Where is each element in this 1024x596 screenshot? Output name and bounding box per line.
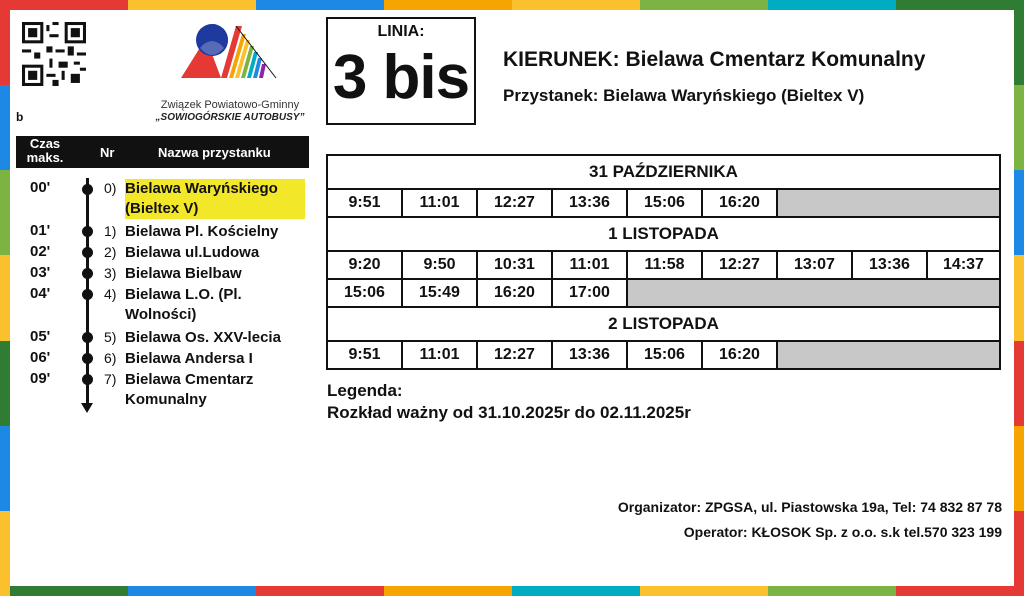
departure-time: 9:20 <box>328 252 403 278</box>
departure-row <box>328 280 999 308</box>
operator-info: Operator: KŁOSOK Sp. z o.o. s.k tel.570 323 199 <box>683 524 1002 540</box>
departure-row <box>328 190 999 218</box>
departure-time: 16:20 <box>703 190 778 216</box>
departure-time: 16:20 <box>478 280 553 306</box>
organization-brand: „SOWIOGÓRSKIE AUTOBUSY” <box>155 112 305 123</box>
timetable <box>326 154 1001 370</box>
stop-name[interactable]: Bielawa L.O. (Pl. Wolności) <box>125 286 242 323</box>
route-dot <box>82 289 93 300</box>
route-dot <box>82 268 93 279</box>
departure-time: 15:06 <box>628 190 703 216</box>
stop-time: 09' <box>30 370 51 387</box>
departure-time: 13:36 <box>553 342 628 368</box>
departure-time: 11:01 <box>403 190 478 216</box>
route-dot <box>82 353 93 364</box>
stop-name[interactable]: Bielawa ul.Ludowa <box>125 244 260 261</box>
sowiogorskie-autobusy-logo <box>176 18 286 88</box>
stops-table-header <box>16 136 309 168</box>
stop-nr: 7) <box>104 371 117 387</box>
departure-time: 15:49 <box>403 280 478 306</box>
stop-time: 03' <box>30 264 51 281</box>
route-dot <box>82 332 93 343</box>
stop-name[interactable]: Bielawa Bielbaw <box>125 265 242 282</box>
day-header: 1 LISTOPADA <box>328 218 999 252</box>
empty-cell <box>628 280 999 306</box>
small-label: b <box>16 110 24 124</box>
header-stop-name: Nazwa przystanku <box>158 145 271 160</box>
header-nr: Nr <box>100 145 115 160</box>
stop-nr: 0) <box>104 180 117 196</box>
validity-text: Rozkład ważny od 31.10.2025r do 02.11.2025r <box>327 403 691 422</box>
stop-nr: 1) <box>104 223 117 239</box>
legend-title: Legenda: <box>327 381 403 400</box>
departure-time: 11:58 <box>628 252 703 278</box>
departure-row <box>328 342 999 368</box>
route-dot <box>82 226 93 237</box>
route-dot <box>82 184 93 195</box>
stop-name[interactable]: Bielawa Andersa I <box>125 350 253 367</box>
stop-nr: 3) <box>104 265 117 281</box>
departure-time: 13:36 <box>553 190 628 216</box>
line-label: LINIA: <box>377 23 425 40</box>
stop-time: 00' <box>30 179 51 196</box>
departure-time: 17:00 <box>553 280 628 306</box>
departure-time: 10:31 <box>478 252 553 278</box>
departure-time: 13:36 <box>853 252 928 278</box>
departure-time: 9:51 <box>328 342 403 368</box>
departure-time: 11:01 <box>403 342 478 368</box>
header-czas: Czas maks. <box>26 136 64 165</box>
stop-nr: 4) <box>104 286 117 302</box>
line-number-box <box>326 17 476 125</box>
route-dot <box>82 247 93 258</box>
stop-name[interactable]: Bielawa Cmentarz Komunalny <box>125 371 254 408</box>
stop-name-current[interactable]: Bielawa Waryńskiego (Bieltex V) <box>125 179 305 219</box>
departure-time: 9:50 <box>403 252 478 278</box>
stop-nr: 5) <box>104 329 117 345</box>
departure-time: 12:27 <box>478 342 553 368</box>
organizer-info: Organizator: ZPGSA, ul. Piastowska 19a, Tel: 74 832 87 78 <box>617 499 1002 515</box>
empty-cell <box>778 190 999 216</box>
departure-time: 14:37 <box>943 256 984 273</box>
stop-nr: 2) <box>104 244 117 260</box>
stop-name[interactable]: Bielawa Os. XXV-lecia <box>125 329 281 346</box>
day-header: 31 PAŹDZIERNIKA <box>328 156 999 190</box>
stop-time: 01' <box>30 222 51 239</box>
stop-time: 06' <box>30 349 51 366</box>
stop-name[interactable]: Bielawa Pl. Kościelny <box>125 223 279 240</box>
direction-title: KIERUNEK: Bielawa Cmentarz Komunalny <box>503 48 926 71</box>
qr-code-icon[interactable] <box>22 22 86 86</box>
departure-time: 13:07 <box>778 252 853 278</box>
frame-bottom <box>0 586 1024 596</box>
line-number: 3 bis <box>332 43 470 112</box>
stop-nr: 6) <box>104 350 117 366</box>
route-arrow-icon <box>81 403 93 413</box>
departure-time: 16:20 <box>703 342 778 368</box>
day-header: 2 LISTOPADA <box>328 308 999 342</box>
frame-right <box>1014 0 1024 596</box>
organization-name: Związek Powiatowo-Gminny <box>160 99 300 111</box>
departure-time: 15:06 <box>628 342 703 368</box>
departure-time: 11:01 <box>553 252 628 278</box>
departure-time: 15:06 <box>328 280 403 306</box>
departure-time: 12:27 <box>478 190 553 216</box>
departure-time: 9:51 <box>328 190 403 216</box>
frame-top <box>0 0 1024 10</box>
departure-time: 12:27 <box>703 252 778 278</box>
frame-left <box>0 0 10 596</box>
stop-title: Przystanek: Bielawa Waryńskiego (Bieltex V) <box>503 86 865 105</box>
route-dot <box>82 374 93 385</box>
stop-time: 05' <box>30 328 51 345</box>
stop-time: 02' <box>30 243 51 260</box>
stop-time: 04' <box>30 285 51 302</box>
empty-cell <box>778 342 999 368</box>
departure-row <box>328 252 999 280</box>
